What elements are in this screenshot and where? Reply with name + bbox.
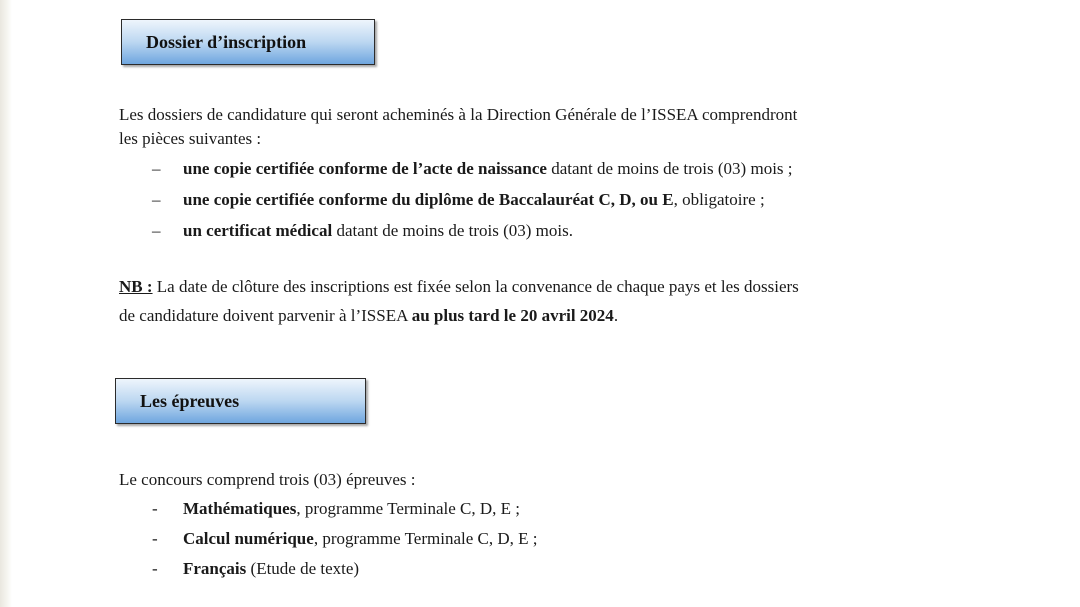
dash-bullet: – bbox=[152, 159, 161, 178]
section-heading-epreuves bbox=[115, 378, 366, 424]
epreuves-list bbox=[152, 494, 538, 584]
nb-deadline: au plus tard le 20 avril 2024 bbox=[411, 306, 614, 325]
item-text: (Etude de texte) bbox=[246, 559, 360, 578]
required-documents-list bbox=[152, 153, 793, 246]
section-heading-text: Dossier d’inscription bbox=[146, 32, 307, 52]
dash-bullet: – bbox=[152, 221, 161, 240]
section-heading-text: Les épreuves bbox=[140, 391, 240, 411]
item-bold-text: Mathématiques bbox=[183, 499, 297, 518]
intro-paragraph bbox=[119, 103, 1019, 151]
item-bold-text: Français bbox=[183, 559, 247, 578]
intro-line-2: les pièces suivantes : bbox=[119, 129, 262, 148]
item-bold-text: une copie certifiée conforme de l’acte de naissance bbox=[183, 159, 547, 178]
nb-label: NB : bbox=[119, 277, 153, 296]
dash-bullet: – bbox=[152, 190, 161, 209]
list-item bbox=[152, 215, 793, 246]
item-text: , obligatoire ; bbox=[673, 190, 765, 209]
list-item bbox=[152, 153, 793, 184]
list-item bbox=[152, 524, 538, 554]
nb-paragraph bbox=[119, 272, 1019, 330]
item-bold-text: une copie certifiée conforme du diplôme de Baccalauréat C, D, ou E bbox=[183, 190, 674, 209]
dash-bullet: - bbox=[152, 499, 158, 518]
item-text: datant de moins de trois (03) mois ; bbox=[546, 159, 793, 178]
epreuves-intro: Le concours comprend trois (03) épreuves : bbox=[119, 470, 416, 489]
nb-text-1: La date de clôture des inscriptions est fixée selon la convenance de chaque pays et les dossiers bbox=[152, 277, 799, 296]
list-item bbox=[152, 554, 538, 584]
nb-end: . bbox=[613, 306, 619, 325]
list-item bbox=[152, 494, 538, 524]
list-item bbox=[152, 184, 793, 215]
item-bold-text: Calcul numérique bbox=[183, 529, 314, 548]
item-text: , programme Terminale C, D, E ; bbox=[313, 529, 538, 548]
page-edge-shadow bbox=[0, 0, 12, 607]
section-heading-dossier bbox=[121, 19, 375, 65]
intro-line-1: Les dossiers de candidature qui seront acheminés à la Direction Générale de l’ISSEA comprendront bbox=[119, 105, 798, 124]
dash-bullet: - bbox=[152, 559, 158, 578]
item-text: , programme Terminale C, D, E ; bbox=[296, 499, 521, 518]
item-bold-text: un certificat médical bbox=[183, 221, 333, 240]
dash-bullet: - bbox=[152, 529, 158, 548]
nb-text-2: de candidature doivent parvenir à l’ISSEA bbox=[119, 306, 412, 325]
item-text: datant de moins de trois (03) mois. bbox=[332, 221, 573, 240]
